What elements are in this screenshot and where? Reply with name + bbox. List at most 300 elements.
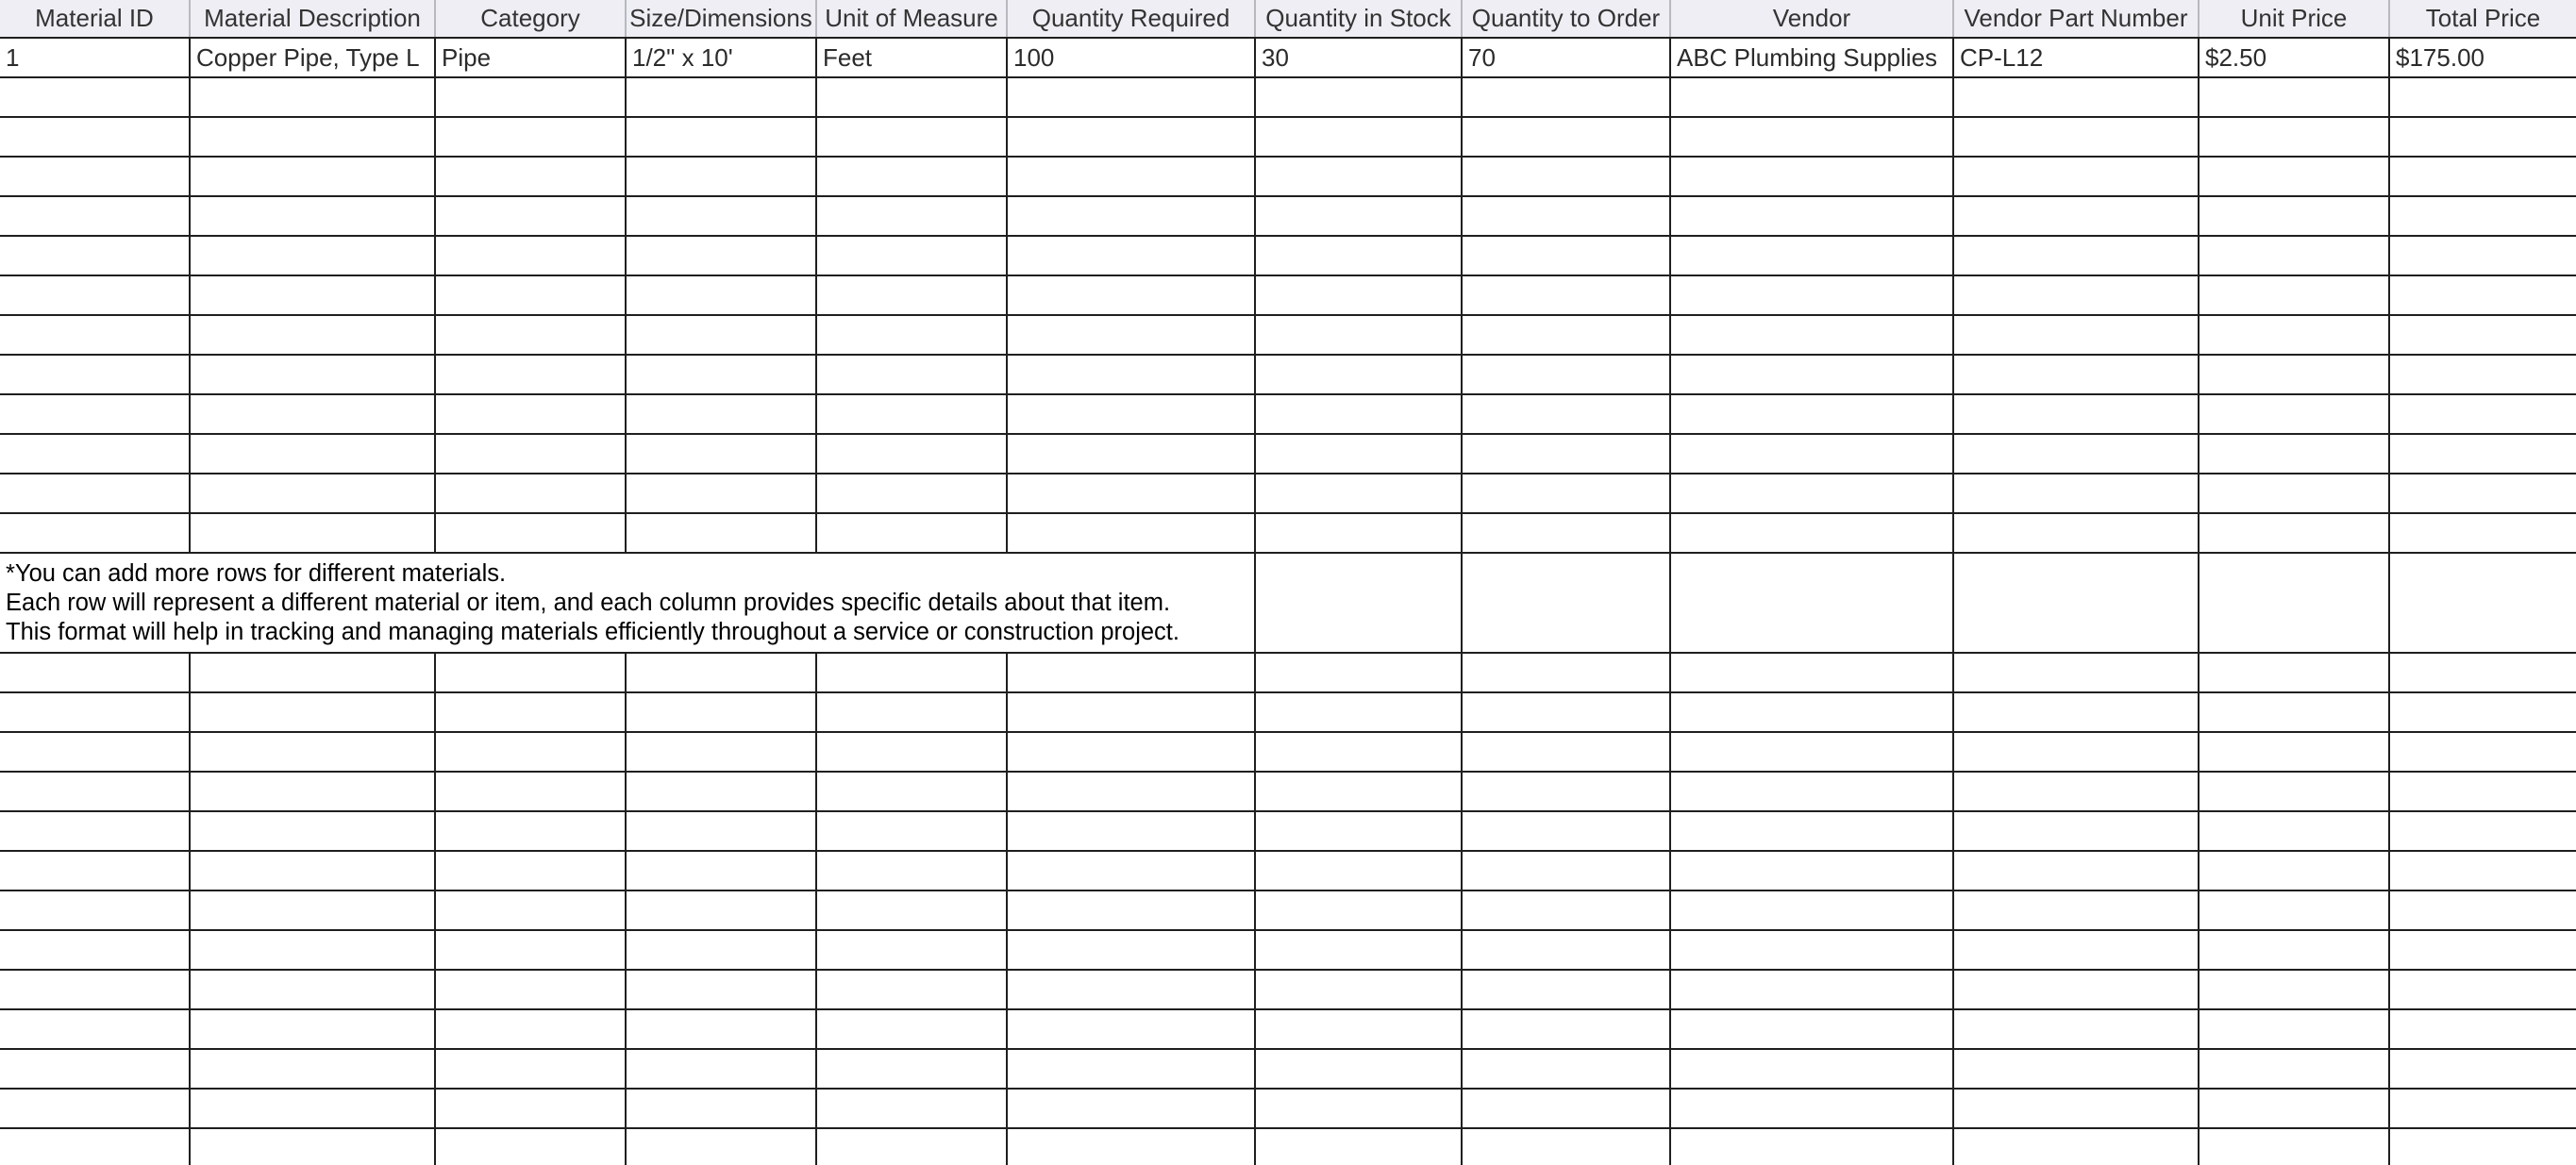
empty-cell[interactable]	[1670, 930, 1953, 970]
empty-cell[interactable]	[816, 930, 1007, 970]
empty-cell[interactable]	[0, 930, 190, 970]
empty-cell[interactable]	[1670, 275, 1953, 315]
empty-cell[interactable]	[1953, 513, 2199, 553]
empty-cell[interactable]	[816, 394, 1007, 434]
empty-cell[interactable]	[2199, 930, 2389, 970]
empty-cell[interactable]	[2199, 117, 2389, 157]
empty-cell[interactable]	[435, 77, 626, 117]
column-header-total-price[interactable]: Total Price	[2389, 0, 2576, 38]
empty-cell[interactable]	[435, 275, 626, 315]
empty-cell[interactable]	[1953, 196, 2199, 236]
empty-cell[interactable]	[2199, 653, 2389, 692]
empty-cell[interactable]	[1670, 692, 1953, 732]
empty-cell[interactable]	[1255, 77, 1462, 117]
empty-cell[interactable]	[626, 474, 816, 513]
empty-cell[interactable]	[435, 1089, 626, 1128]
cell-vendor-part-number[interactable]: CP-L12	[1953, 38, 2199, 77]
empty-cell[interactable]	[1953, 732, 2199, 772]
empty-cell[interactable]	[626, 1009, 816, 1049]
empty-cell[interactable]	[1007, 811, 1255, 851]
empty-cell[interactable]	[816, 732, 1007, 772]
empty-cell[interactable]	[1007, 1128, 1255, 1165]
empty-cell[interactable]	[190, 1128, 435, 1165]
empty-cell[interactable]	[816, 1009, 1007, 1049]
empty-cell[interactable]	[1255, 315, 1462, 355]
empty-cell[interactable]	[1255, 1089, 1462, 1128]
empty-cell[interactable]	[190, 930, 435, 970]
empty-cell[interactable]	[1462, 970, 1670, 1009]
empty-cell[interactable]	[0, 315, 190, 355]
empty-cell[interactable]	[1462, 474, 1670, 513]
empty-cell[interactable]	[1670, 851, 1953, 890]
empty-cell[interactable]	[1255, 355, 1462, 394]
empty-cell[interactable]	[0, 77, 190, 117]
empty-cell[interactable]	[1670, 236, 1953, 275]
empty-cell[interactable]	[435, 157, 626, 196]
column-header-material-id[interactable]: Material ID	[0, 0, 190, 38]
empty-cell[interactable]	[1953, 653, 2199, 692]
empty-cell[interactable]	[2199, 275, 2389, 315]
cell-quantity-in-stock[interactable]: 30	[1255, 38, 1462, 77]
empty-cell[interactable]	[626, 930, 816, 970]
empty-cell[interactable]	[0, 355, 190, 394]
empty-cell[interactable]	[190, 851, 435, 890]
cell-quantity-to-order[interactable]: 70	[1462, 38, 1670, 77]
empty-cell[interactable]	[1462, 1009, 1670, 1049]
empty-cell[interactable]	[1953, 77, 2199, 117]
column-header-quantity-in-stock[interactable]: Quantity in Stock	[1255, 0, 1462, 38]
empty-cell[interactable]	[1462, 890, 1670, 930]
empty-cell[interactable]	[1007, 851, 1255, 890]
empty-cell[interactable]	[435, 1009, 626, 1049]
empty-cell[interactable]	[1007, 732, 1255, 772]
empty-cell[interactable]	[1953, 851, 2199, 890]
empty-cell[interactable]	[1007, 394, 1255, 434]
empty-cell[interactable]	[626, 157, 816, 196]
empty-cell[interactable]	[626, 275, 816, 315]
empty-cell[interactable]	[626, 355, 816, 394]
empty-cell[interactable]	[2389, 692, 2576, 732]
empty-cell[interactable]	[1462, 196, 1670, 236]
cell-vendor[interactable]: ABC Plumbing Supplies	[1670, 38, 1953, 77]
empty-cell[interactable]	[2199, 315, 2389, 355]
empty-cell[interactable]	[190, 355, 435, 394]
empty-cell[interactable]	[626, 117, 816, 157]
empty-cell[interactable]	[190, 1009, 435, 1049]
empty-cell[interactable]	[1670, 474, 1953, 513]
empty-cell[interactable]	[1255, 692, 1462, 732]
empty-cell[interactable]	[0, 117, 190, 157]
empty-cell[interactable]	[1007, 117, 1255, 157]
empty-cell[interactable]	[1670, 315, 1953, 355]
empty-cell[interactable]	[435, 692, 626, 732]
empty-cell[interactable]	[816, 1089, 1007, 1128]
empty-cell[interactable]	[190, 196, 435, 236]
empty-cell[interactable]	[0, 970, 190, 1009]
empty-cell[interactable]	[1670, 732, 1953, 772]
empty-cell[interactable]	[2199, 157, 2389, 196]
empty-cell[interactable]	[2389, 513, 2576, 553]
empty-cell[interactable]	[2199, 811, 2389, 851]
empty-cell[interactable]	[435, 434, 626, 474]
empty-cell[interactable]	[1953, 1089, 2199, 1128]
empty-cell[interactable]	[1462, 513, 1670, 553]
cell-size-dimensions[interactable]: 1/2" x 10'	[626, 38, 816, 77]
column-header-category[interactable]: Category	[435, 0, 626, 38]
empty-cell[interactable]	[435, 930, 626, 970]
empty-cell[interactable]	[0, 196, 190, 236]
empty-cell[interactable]	[626, 513, 816, 553]
empty-cell[interactable]	[435, 196, 626, 236]
empty-cell[interactable]	[1255, 1049, 1462, 1089]
empty-cell[interactable]	[1255, 196, 1462, 236]
empty-cell[interactable]	[1007, 315, 1255, 355]
empty-cell[interactable]	[2389, 196, 2576, 236]
empty-cell[interactable]	[190, 890, 435, 930]
empty-cell[interactable]	[1255, 236, 1462, 275]
cell-material-description[interactable]: Copper Pipe, Type L	[190, 38, 435, 77]
empty-cell[interactable]	[190, 157, 435, 196]
empty-cell[interactable]	[1007, 1089, 1255, 1128]
empty-cell[interactable]	[2199, 1128, 2389, 1165]
empty-cell[interactable]	[1953, 890, 2199, 930]
empty-cell[interactable]	[190, 692, 435, 732]
empty-cell[interactable]	[435, 1049, 626, 1089]
empty-cell[interactable]	[435, 653, 626, 692]
empty-cell[interactable]	[816, 355, 1007, 394]
empty-cell[interactable]	[2389, 553, 2576, 653]
empty-cell[interactable]	[435, 732, 626, 772]
empty-cell[interactable]	[2389, 1009, 2576, 1049]
empty-cell[interactable]	[1255, 157, 1462, 196]
empty-cell[interactable]	[2199, 474, 2389, 513]
empty-cell[interactable]	[0, 1009, 190, 1049]
empty-cell[interactable]	[2389, 1049, 2576, 1089]
empty-cell[interactable]	[0, 1128, 190, 1165]
empty-cell[interactable]	[626, 1089, 816, 1128]
empty-cell[interactable]	[1462, 692, 1670, 732]
empty-cell[interactable]	[816, 157, 1007, 196]
empty-cell[interactable]	[2199, 851, 2389, 890]
empty-cell[interactable]	[1953, 970, 2199, 1009]
empty-cell[interactable]	[1670, 811, 1953, 851]
empty-cell[interactable]	[816, 315, 1007, 355]
empty-cell[interactable]	[1007, 890, 1255, 930]
empty-cell[interactable]	[2199, 355, 2389, 394]
empty-cell[interactable]	[2389, 355, 2576, 394]
empty-cell[interactable]	[2389, 434, 2576, 474]
empty-cell[interactable]	[1670, 653, 1953, 692]
empty-cell[interactable]	[1953, 315, 2199, 355]
empty-cell[interactable]	[2199, 553, 2389, 653]
empty-cell[interactable]	[1953, 275, 2199, 315]
empty-cell[interactable]	[435, 315, 626, 355]
empty-cell[interactable]	[2199, 394, 2389, 434]
empty-cell[interactable]	[0, 653, 190, 692]
empty-cell[interactable]	[816, 851, 1007, 890]
empty-cell[interactable]	[190, 315, 435, 355]
empty-cell[interactable]	[0, 275, 190, 315]
column-header-vendor[interactable]: Vendor	[1670, 0, 1953, 38]
empty-cell[interactable]	[190, 732, 435, 772]
empty-cell[interactable]	[2389, 77, 2576, 117]
empty-cell[interactable]	[1462, 772, 1670, 811]
empty-cell[interactable]	[626, 77, 816, 117]
empty-cell[interactable]	[435, 236, 626, 275]
empty-cell[interactable]	[0, 1049, 190, 1089]
empty-cell[interactable]	[1007, 275, 1255, 315]
empty-cell[interactable]	[1670, 157, 1953, 196]
empty-cell[interactable]	[1670, 1049, 1953, 1089]
empty-cell[interactable]	[1007, 1049, 1255, 1089]
empty-cell[interactable]	[190, 772, 435, 811]
empty-cell[interactable]	[816, 970, 1007, 1009]
empty-cell[interactable]	[190, 653, 435, 692]
column-header-material-description[interactable]: Material Description	[190, 0, 435, 38]
empty-cell[interactable]	[1953, 157, 2199, 196]
empty-cell[interactable]	[190, 970, 435, 1009]
empty-cell[interactable]	[1953, 930, 2199, 970]
empty-cell[interactable]	[816, 77, 1007, 117]
empty-cell[interactable]	[2199, 236, 2389, 275]
empty-cell[interactable]	[2389, 275, 2576, 315]
column-header-unit-of-measure[interactable]: Unit of Measure	[816, 0, 1007, 38]
empty-cell[interactable]	[1462, 930, 1670, 970]
empty-cell[interactable]	[0, 513, 190, 553]
empty-cell[interactable]	[1255, 394, 1462, 434]
empty-cell[interactable]	[816, 692, 1007, 732]
empty-cell[interactable]	[626, 196, 816, 236]
empty-cell[interactable]	[816, 513, 1007, 553]
empty-cell[interactable]	[1007, 474, 1255, 513]
empty-cell[interactable]	[0, 692, 190, 732]
empty-cell[interactable]	[1953, 236, 2199, 275]
empty-cell[interactable]	[2389, 930, 2576, 970]
empty-cell[interactable]	[0, 772, 190, 811]
empty-cell[interactable]	[0, 157, 190, 196]
empty-cell[interactable]	[1255, 117, 1462, 157]
empty-cell[interactable]	[0, 394, 190, 434]
empty-cell[interactable]	[1007, 513, 1255, 553]
empty-cell[interactable]	[626, 890, 816, 930]
empty-cell[interactable]	[190, 77, 435, 117]
empty-cell[interactable]	[2199, 970, 2389, 1009]
column-header-vendor-part-number[interactable]: Vendor Part Number	[1953, 0, 2199, 38]
empty-cell[interactable]	[2389, 890, 2576, 930]
empty-cell[interactable]	[1953, 355, 2199, 394]
empty-cell[interactable]	[190, 474, 435, 513]
empty-cell[interactable]	[435, 851, 626, 890]
empty-cell[interactable]	[1670, 553, 1953, 653]
empty-cell[interactable]	[1255, 275, 1462, 315]
cell-material-id[interactable]: 1	[0, 38, 190, 77]
empty-cell[interactable]	[1255, 474, 1462, 513]
column-header-quantity-required[interactable]: Quantity Required	[1007, 0, 1255, 38]
empty-cell[interactable]	[816, 236, 1007, 275]
empty-cell[interactable]	[1462, 315, 1670, 355]
column-header-quantity-to-order[interactable]: Quantity to Order	[1462, 0, 1670, 38]
empty-cell[interactable]	[626, 732, 816, 772]
empty-cell[interactable]	[1255, 553, 1462, 653]
empty-cell[interactable]	[2389, 157, 2576, 196]
empty-cell[interactable]	[0, 851, 190, 890]
empty-cell[interactable]	[2389, 772, 2576, 811]
empty-cell[interactable]	[1007, 157, 1255, 196]
column-header-size-dimensions[interactable]: Size/Dimensions	[626, 0, 816, 38]
empty-cell[interactable]	[1255, 811, 1462, 851]
empty-cell[interactable]	[0, 811, 190, 851]
empty-cell[interactable]	[2389, 732, 2576, 772]
empty-cell[interactable]	[816, 434, 1007, 474]
empty-cell[interactable]	[1255, 772, 1462, 811]
empty-cell[interactable]	[1953, 1049, 2199, 1089]
empty-cell[interactable]	[435, 474, 626, 513]
empty-cell[interactable]	[2199, 692, 2389, 732]
empty-cell[interactable]	[2199, 890, 2389, 930]
empty-cell[interactable]	[816, 474, 1007, 513]
empty-cell[interactable]	[1953, 692, 2199, 732]
cell-unit-price[interactable]: $2.50	[2199, 38, 2389, 77]
empty-cell[interactable]	[1953, 553, 2199, 653]
empty-cell[interactable]	[1462, 394, 1670, 434]
empty-cell[interactable]	[626, 1128, 816, 1165]
empty-cell[interactable]	[2199, 1049, 2389, 1089]
empty-cell[interactable]	[1462, 157, 1670, 196]
empty-cell[interactable]	[1007, 196, 1255, 236]
empty-cell[interactable]	[626, 772, 816, 811]
empty-cell[interactable]	[2199, 1009, 2389, 1049]
empty-cell[interactable]	[1255, 1009, 1462, 1049]
empty-cell[interactable]	[2199, 772, 2389, 811]
empty-cell[interactable]	[435, 117, 626, 157]
empty-cell[interactable]	[1462, 355, 1670, 394]
empty-cell[interactable]	[0, 890, 190, 930]
empty-cell[interactable]	[435, 355, 626, 394]
empty-cell[interactable]	[1462, 1128, 1670, 1165]
empty-cell[interactable]	[1670, 77, 1953, 117]
empty-cell[interactable]	[1255, 653, 1462, 692]
empty-cell[interactable]	[626, 315, 816, 355]
empty-cell[interactable]	[1255, 970, 1462, 1009]
empty-cell[interactable]	[1670, 117, 1953, 157]
empty-cell[interactable]	[1462, 77, 1670, 117]
empty-cell[interactable]	[1007, 434, 1255, 474]
empty-cell[interactable]	[626, 434, 816, 474]
empty-cell[interactable]	[1953, 772, 2199, 811]
empty-cell[interactable]	[1670, 1089, 1953, 1128]
empty-cell[interactable]	[626, 1049, 816, 1089]
cell-total-price[interactable]: $175.00	[2389, 38, 2576, 77]
empty-cell[interactable]	[1007, 970, 1255, 1009]
empty-cell[interactable]	[2389, 394, 2576, 434]
empty-cell[interactable]	[816, 1128, 1007, 1165]
empty-cell[interactable]	[2389, 1089, 2576, 1128]
empty-cell[interactable]	[1670, 513, 1953, 553]
empty-cell[interactable]	[2199, 732, 2389, 772]
empty-cell[interactable]	[626, 970, 816, 1009]
empty-cell[interactable]	[190, 394, 435, 434]
empty-cell[interactable]	[2199, 1089, 2389, 1128]
empty-cell[interactable]	[816, 275, 1007, 315]
empty-cell[interactable]	[1670, 355, 1953, 394]
empty-cell[interactable]	[190, 811, 435, 851]
empty-cell[interactable]	[816, 1049, 1007, 1089]
empty-cell[interactable]	[1462, 553, 1670, 653]
empty-cell[interactable]	[1007, 930, 1255, 970]
empty-cell[interactable]	[2389, 653, 2576, 692]
empty-cell[interactable]	[1007, 653, 1255, 692]
empty-cell[interactable]	[435, 513, 626, 553]
empty-cell[interactable]	[190, 513, 435, 553]
empty-cell[interactable]	[435, 1128, 626, 1165]
empty-cell[interactable]	[2389, 851, 2576, 890]
cell-category[interactable]: Pipe	[435, 38, 626, 77]
empty-cell[interactable]	[0, 1089, 190, 1128]
empty-cell[interactable]	[0, 732, 190, 772]
empty-cell[interactable]	[1255, 1128, 1462, 1165]
empty-cell[interactable]	[1462, 732, 1670, 772]
empty-cell[interactable]	[816, 890, 1007, 930]
empty-cell[interactable]	[2389, 474, 2576, 513]
empty-cell[interactable]	[1670, 394, 1953, 434]
empty-cell[interactable]	[1670, 970, 1953, 1009]
empty-cell[interactable]	[435, 394, 626, 434]
empty-cell[interactable]	[1670, 196, 1953, 236]
empty-cell[interactable]	[1670, 434, 1953, 474]
empty-cell[interactable]	[435, 970, 626, 1009]
empty-cell[interactable]	[626, 653, 816, 692]
empty-cell[interactable]	[1462, 851, 1670, 890]
empty-cell[interactable]	[1670, 772, 1953, 811]
empty-cell[interactable]	[626, 236, 816, 275]
empty-cell[interactable]	[816, 653, 1007, 692]
empty-cell[interactable]	[626, 811, 816, 851]
empty-cell[interactable]	[2199, 434, 2389, 474]
empty-cell[interactable]	[2199, 513, 2389, 553]
empty-cell[interactable]	[626, 692, 816, 732]
empty-cell[interactable]	[190, 236, 435, 275]
empty-cell[interactable]	[1462, 236, 1670, 275]
empty-cell[interactable]	[2389, 236, 2576, 275]
empty-cell[interactable]	[1670, 1128, 1953, 1165]
empty-cell[interactable]	[1953, 434, 2199, 474]
empty-cell[interactable]	[1255, 930, 1462, 970]
cell-quantity-required[interactable]: 100	[1007, 38, 1255, 77]
empty-cell[interactable]	[1953, 1128, 2199, 1165]
empty-cell[interactable]	[1255, 513, 1462, 553]
empty-cell[interactable]	[1007, 77, 1255, 117]
empty-cell[interactable]	[1007, 355, 1255, 394]
empty-cell[interactable]	[0, 434, 190, 474]
empty-cell[interactable]	[2389, 811, 2576, 851]
empty-cell[interactable]	[435, 772, 626, 811]
empty-cell[interactable]	[435, 890, 626, 930]
empty-cell[interactable]	[2389, 1128, 2576, 1165]
empty-cell[interactable]	[1462, 434, 1670, 474]
empty-cell[interactable]	[1953, 474, 2199, 513]
empty-cell[interactable]	[1670, 890, 1953, 930]
empty-cell[interactable]	[1953, 394, 2199, 434]
empty-cell[interactable]	[816, 772, 1007, 811]
empty-cell[interactable]	[816, 811, 1007, 851]
empty-cell[interactable]	[2199, 196, 2389, 236]
empty-cell[interactable]	[1255, 851, 1462, 890]
empty-cell[interactable]	[1953, 117, 2199, 157]
empty-cell[interactable]	[1462, 653, 1670, 692]
empty-cell[interactable]	[626, 394, 816, 434]
empty-cell[interactable]	[1255, 434, 1462, 474]
empty-cell[interactable]	[1953, 811, 2199, 851]
